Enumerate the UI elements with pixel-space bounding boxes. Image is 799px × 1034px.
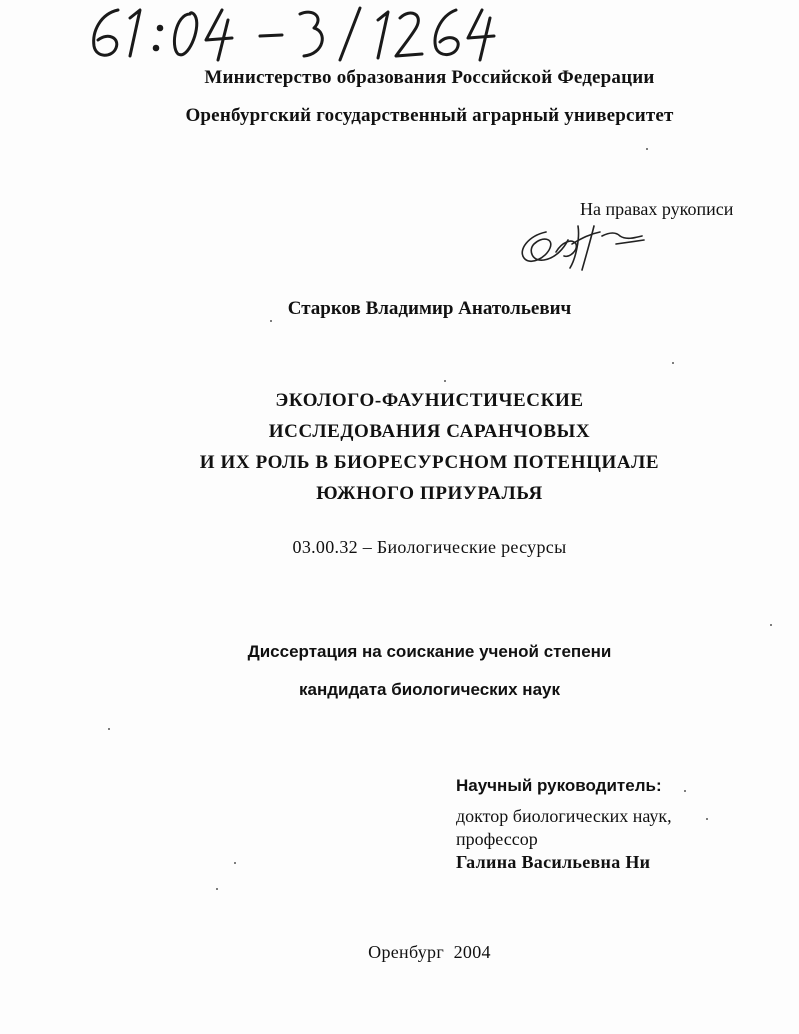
scan-speck: [108, 728, 110, 730]
handwritten-archive-code: [78, 2, 498, 64]
supervisor-name: Галина Васильевна Ни: [456, 852, 651, 872]
degree-line-1: Диссертация на соискание ученой степени: [247, 642, 612, 661]
title-line-1: ЭКОЛОГО-ФАУНИСТИЧЕСКИЕ: [275, 390, 584, 411]
scan-speck: [770, 624, 772, 626]
scan-speck: [672, 362, 674, 364]
scan-speck: [444, 380, 446, 382]
place-and-year: Оренбург 2004: [368, 942, 491, 962]
degree-line-2: кандидата биологических наук: [298, 680, 560, 699]
scan-speck: [706, 818, 708, 820]
supervisor-details: [456, 805, 672, 874]
scan-speck: [216, 888, 218, 890]
supervisor-degree: доктор биологических наук,: [456, 806, 672, 826]
author-name: Старков Владимир Анатольевич: [287, 298, 572, 319]
scan-speck: [270, 320, 272, 322]
manuscript-note: На правах рукописи: [580, 199, 734, 219]
ministry-name: Министерство образования Российской Федерации: [204, 67, 655, 88]
university-name: Оренбургский государственный аграрный университет: [185, 105, 674, 126]
supervisor-rank: профессор: [456, 829, 538, 849]
title-line-2: ИССЛЕДОВАНИЯ САРАНЧОВЫХ: [268, 421, 591, 442]
title-line-4: ЮЖНОГО ПРИУРАЛЬЯ: [316, 483, 543, 504]
signature: [516, 218, 656, 273]
scan-speck: [234, 862, 236, 864]
title-line-3: И ИХ РОЛЬ В БИОРЕСУРСНОМ ПОТЕНЦИАЛЕ: [199, 452, 660, 473]
dissertation-title: [30, 385, 799, 509]
scan-speck: [684, 790, 686, 792]
supervisor-heading: Научный руководитель:: [456, 776, 662, 795]
specialty-code: 03.00.32 – Биологические ресурсы: [292, 537, 567, 557]
scan-speck: [646, 148, 648, 150]
